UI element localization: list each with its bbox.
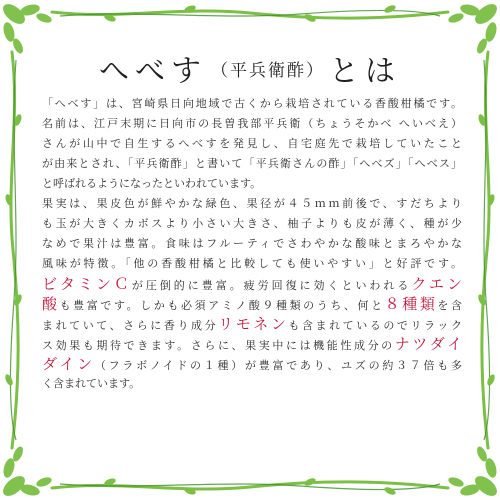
- text-line: なめで果汁は豊富。食味はフルーティでさわやかな酸味とまろやかな: [42, 237, 462, 250]
- text-segment: ス効果も期待できます。さらに、果実中には機能性成分の: [42, 339, 395, 352]
- text-line: と呼ばれるようになったといわれています。: [42, 177, 262, 190]
- text-line: く含まれています。: [42, 377, 141, 390]
- text-line: [42, 314, 462, 334]
- highlight-citric: クエン: [411, 275, 462, 293]
- text-line: が由来とされ、「平兵衛酢」と書いて「平兵衛さんの酢」「へべズ」「へべス」: [42, 157, 462, 170]
- highlight-limonene: リモネン: [218, 315, 289, 333]
- description-body: [42, 94, 462, 394]
- text-line: [42, 354, 462, 374]
- title-suffix: とは: [329, 54, 401, 89]
- highlight-acid: 酸: [42, 295, 60, 313]
- highlight-vitamin-c: ビタミンＣ: [42, 275, 132, 293]
- highlight-eight-kinds: ８種類: [384, 295, 438, 313]
- title-main: へべす: [99, 54, 207, 89]
- text-line: 風味が特徴。「他の香酸柑橘と比較しても使いやすい」と好評です。: [42, 257, 462, 270]
- text-line: [42, 274, 462, 294]
- text-line: 果実は、果皮色が鮮やかな緑色、果径が４５ｍｍ前後で、すだちより: [42, 197, 462, 210]
- text-segment: も含まれているのでリラック: [288, 319, 462, 332]
- text-segment: まれていて、さらに香り成分: [42, 319, 219, 332]
- highlight-natsudaidain-a: ナツダイ: [394, 335, 462, 353]
- text-line: 名前は、江戸末期に日向市の長曽我部平兵衛（ちょうそかべ へいべえ）: [42, 117, 462, 130]
- highlight-natsudaidain-b: ダイン: [42, 355, 95, 373]
- text-segment: を含: [437, 299, 462, 312]
- text-segment: が圧倒的に豊富。疲労回復に効くといわれる: [131, 279, 412, 292]
- text-line: も玉が大きくカボスより小さい大きさ、柚子よりも皮が薄く、種が少: [42, 217, 462, 230]
- text-segment: も豊富です。しかも必須アミノ酸９種類のうち、何と: [59, 299, 385, 312]
- text-line: 「へべす」は、宮崎県日向地域で古くから栽培されている香酸柑橘です。: [42, 97, 462, 110]
- text-line: [42, 294, 462, 314]
- text-segment: （フラボノイドの１種）が豊富であり、ユズの約３７倍も多: [94, 359, 462, 372]
- text-line: [42, 334, 462, 354]
- text-line: さんが山中で自生するへべすを発見し、自宅庭先で栽培していたこと: [42, 137, 462, 150]
- title-paren: （平兵衛酢）: [211, 61, 325, 81]
- page-title: [0, 46, 500, 90]
